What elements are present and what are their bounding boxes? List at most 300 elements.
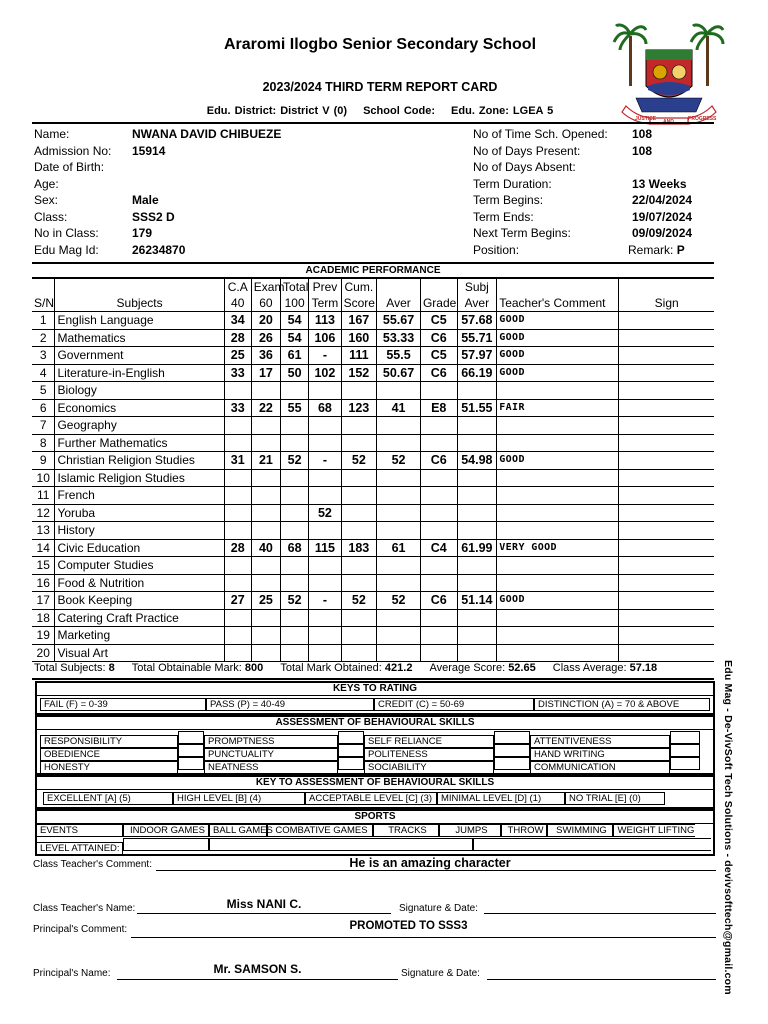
behaviour-rating-cell[interactable] [338,744,364,757]
behaviour-key [35,775,715,809]
subject-cell: Economics [55,399,224,417]
class-label: Class: [34,209,68,224]
total-cell: 54 [281,312,309,330]
present-label: No of Days Present: [473,143,581,158]
sports-event-events: EVENTS [37,824,123,837]
grade-cell: C6 [420,452,457,470]
key-minimal: MINIMAL LEVEL [D] (1) [437,792,565,805]
aver-cell: 41 [377,399,421,417]
behaviour-rating-cell[interactable] [670,731,700,744]
prev-cell [309,417,341,435]
edu-mag-label: Edu Mag Id: [34,242,99,257]
district: Edu. District: District V (0) [206,105,348,117]
behaviour-row [40,757,710,773]
sports [35,809,715,856]
table-row [32,539,714,557]
ca-cell [224,487,251,505]
cum-cell: 160 [341,329,377,347]
subject-cell: Yoruba [55,504,224,522]
subj-aver-cell [457,434,497,452]
prev-cell [309,644,341,662]
ca-cell [224,469,251,487]
exam-cell: 21 [251,452,280,470]
aver-cell: 53.33 [377,329,421,347]
prev-cell: 102 [309,364,341,382]
admission-no: 15914 [132,143,166,158]
exam-cell [251,382,280,400]
teacher-name: Miss NANI C. [226,897,302,911]
prev-cell: 68 [309,399,341,417]
keys-to-rating [35,681,715,715]
subj-aver-cell [457,557,497,575]
comment-cell [497,469,619,487]
remark-label: Remark: [628,242,674,257]
behaviour-skill-label: POLITENESS [364,748,494,761]
grade-cell: C5 [420,312,457,330]
table-row [32,487,714,505]
subject-cell: Marketing [55,627,224,645]
subj-aver-cell [457,487,497,505]
teacher-name-line [137,913,391,914]
edu-mag-id: 26234870 [132,242,186,257]
subj-aver-cell: 66.19 [457,364,497,382]
table-row [32,347,714,365]
principal-comment-label: Principal's Comment: [33,924,128,935]
begins-label: Term Begins: [473,193,544,207]
subject-cell: French [55,487,224,505]
remark: P [676,242,685,257]
exam-cell: 26 [251,329,280,347]
subj-aver-cell [457,627,497,645]
total-cell: 50 [281,364,309,382]
table-row [32,504,714,522]
total-cell [281,574,309,592]
palm-tree-right [691,25,723,86]
comment-cell [497,574,619,592]
grade-cell [420,487,457,505]
sign-cell[interactable] [619,434,714,452]
aver-cell [377,382,421,400]
behaviour-rating-cell[interactable] [338,731,364,744]
behaviour-skill-label: ATTENTIVENESS [530,735,670,748]
behaviour-rating-cell[interactable] [494,757,530,770]
cum-cell: 111 [341,347,377,365]
behaviour-rating-cell[interactable] [178,744,204,757]
sn-cell: 11 [32,487,55,505]
prev-cell: - [309,452,341,470]
exam-cell [251,609,280,627]
behaviour-row [40,731,710,747]
no-in-class: 179 [132,226,153,240]
sign-cell[interactable] [619,487,714,505]
grade-cell: C6 [420,364,457,382]
subject-cell: Geography [55,417,224,435]
subject-cell: Biology [55,382,224,400]
grade-cell [420,469,457,487]
obtainable-label: Total Obtainable Mark: [131,662,242,674]
crest-motto-left: JUSTICE [635,116,657,122]
ca-cell [224,627,251,645]
school-name: Araromi Ilogbo Senior Secondary School [223,36,537,53]
sign-cell[interactable] [619,347,714,365]
sn-cell: 6 [32,399,55,417]
comment-cell [497,382,619,400]
total-cell [281,382,309,400]
sn-cell: 8 [32,434,55,452]
side-credit-text: Edu Mag - De-VivSoft Tech Solutions - devivsofttech@gmail.com [722,660,734,995]
behaviour-skill-label: PUNCTUALITY [204,748,338,761]
grade-cell [420,417,457,435]
crest-motto-mid: AND [663,119,674,125]
sn-cell: 3 [32,347,55,365]
behaviour-rating-cell[interactable] [178,757,204,770]
behaviour-skill-label: SOCIABILITY [364,761,494,774]
grade-cell [420,382,457,400]
duration: 13 Weeks [632,176,687,191]
ca-cell: 25 [224,347,251,365]
aver-cell [377,469,421,487]
grade-cell: E8 [420,399,457,417]
sports-event-tracks: TRACKS [373,824,439,837]
subject-cell: Islamic Religion Studies [55,469,224,487]
sign-header: Sign [619,279,714,312]
exam-cell: 22 [251,399,280,417]
sign-cell[interactable] [619,592,714,610]
table-row [32,627,714,645]
total-cell: 52 [281,452,309,470]
prev-cell [309,382,341,400]
sn-cell: 9 [32,452,55,470]
subj-aver-cell [457,469,497,487]
academic-rows [32,312,714,662]
opened: 108 [632,127,653,141]
aver-cell: 52 [377,452,421,470]
behaviour-rating-cell[interactable] [670,744,700,757]
sign-cell[interactable] [619,364,714,382]
comment-cell [497,504,619,522]
prev-cell [309,574,341,592]
level-cell[interactable] [209,838,473,851]
cum-cell [341,574,377,592]
ca-cell [224,417,251,435]
table-row [32,399,714,417]
cum-cell: 152 [341,364,377,382]
sign-cell[interactable] [619,627,714,645]
student-name: NWANA DAVID CHIBUEZE [132,127,282,141]
behaviour-rating-cell[interactable] [494,731,530,744]
comment-cell [497,609,619,627]
age-label: Age: [34,176,59,191]
sign-cell[interactable] [619,452,714,470]
name-label: Name: [34,127,70,141]
comment-cell: GOOD [497,592,619,610]
comment-cell [497,557,619,575]
comment-cell [497,434,619,452]
principal-comment-line [131,937,716,938]
aver-cell [377,504,421,522]
prev-cell: - [309,347,341,365]
table-row [32,452,714,470]
cum-cell [341,469,377,487]
grade-cell: C4 [420,539,457,557]
aver-cell: 50.67 [377,364,421,382]
grade-cell: C6 [420,592,457,610]
academic-title: ACADEMIC PERFORMANCE [305,265,441,276]
sign-cell[interactable] [619,644,714,662]
prev-cell [309,557,341,575]
sn-cell: 14 [32,539,55,557]
table-row [32,364,714,382]
sign-cell[interactable] [619,557,714,575]
comment-cell: GOOD [497,312,619,330]
teacher-comment-label: Class Teacher's Comment: [33,859,152,870]
cum-cell [341,434,377,452]
exam-cell: 40 [251,539,280,557]
key-credit: CREDIT (C) = 50-69 [374,698,534,711]
aver-cell [377,609,421,627]
exam-cell [251,644,280,662]
sn-header: S/N [32,279,55,312]
sn-cell: 19 [32,627,55,645]
key-distinction: DISTINCTION (A) = 70 & ABOVE [534,698,710,711]
sign-cell[interactable] [619,312,714,330]
sign-cell[interactable] [619,417,714,435]
ends-label: Term Ends: [473,209,534,224]
sn-cell: 1 [32,312,55,330]
sn-cell: 12 [32,504,55,522]
cum-cell [341,504,377,522]
behaviour-skill-label: OBEDIENCE [40,748,178,761]
grade-cell [420,609,457,627]
ca-cell [224,557,251,575]
sports-event-jumps: JUMPS [439,824,501,837]
cum-cell [341,382,377,400]
next-term-label: Next Term Begins: [473,226,571,240]
class: SSS2 D [132,209,175,224]
key-high: HIGH LEVEL [B] (4) [173,792,305,805]
cum-cell [341,522,377,540]
behaviour-rating-cell[interactable] [338,757,364,770]
aver-cell [377,487,421,505]
ca-header: C.A 40 [224,279,251,312]
subjects-header: Subjects [55,279,224,312]
sports-event-indoor-games: INDOOR GAMES [123,824,209,837]
summary-line [34,662,724,674]
comment-cell: GOOD [497,452,619,470]
cum-cell [341,417,377,435]
sign-cell[interactable] [619,504,714,522]
behaviour-skill-label: SELF RELIANCE [364,735,494,748]
keys-title: KEYS TO RATING [37,683,713,696]
prev-cell: - [309,592,341,610]
grade-cell [420,434,457,452]
signature-line-2[interactable] [487,979,716,980]
school-code: School Code: [363,105,435,117]
subj-aver-cell: 55.71 [457,329,497,347]
ca-cell: 33 [224,399,251,417]
exam-cell [251,469,280,487]
sign-cell[interactable] [619,382,714,400]
subj-aver-cell [457,609,497,627]
behaviour-skill-label: RESPONSIBILITY [40,735,178,748]
grade-cell [420,522,457,540]
cum-cell: 52 [341,452,377,470]
sports-event-throw: THROW [501,824,547,837]
term-ends: 19/07/2024 [632,209,693,224]
subj-aver-cell [457,417,497,435]
dob-label: Date of Birth: [34,160,105,174]
table-header [32,279,714,312]
no-in-class-label: No in Class: [34,226,99,240]
class-average: 57.18 [629,662,658,674]
behavioural-skills [35,715,715,775]
behaviour-rating-cell[interactable] [178,731,204,744]
report-title: 2023/2024 THIRD TERM REPORT CARD [262,80,498,94]
sex: Male [132,193,159,207]
sn-cell: 15 [32,557,55,575]
aver-cell [377,417,421,435]
key-fail: FAIL (F) = 0-39 [40,698,206,711]
prev-cell [309,522,341,540]
table-row [32,592,714,610]
behaviour-key-title: KEY TO ASSESSMENT OF BEHAVIOURAL SKILLS [37,777,713,790]
prev-cell: 115 [309,539,341,557]
sn-cell: 18 [32,609,55,627]
sign-cell[interactable] [619,399,714,417]
exam-cell: 17 [251,364,280,382]
cum-cell: 123 [341,399,377,417]
total-cell [281,609,309,627]
cum-cell [341,609,377,627]
table-row [32,574,714,592]
principal-name: Mr. SAMSON S. [213,962,302,976]
teacher-comment: He is an amazing character [349,856,511,870]
subject-cell: History [55,522,224,540]
total-cell [281,504,309,522]
cum-cell: 167 [341,312,377,330]
total-cell [281,434,309,452]
opened-label: No of Time Sch. Opened: [473,127,608,141]
subject-cell: Catering Craft Practice [55,609,224,627]
obtained: 421.2 [384,662,413,674]
sign-cell[interactable] [619,609,714,627]
signature-line[interactable] [484,913,716,914]
exam-cell: 20 [251,312,280,330]
subj-aver-cell [457,504,497,522]
attendance-info [473,126,718,258]
crest-motto-right: PROGRESS [688,116,717,122]
grade-cell [420,504,457,522]
sports-event-weight-lifting: WEIGHT LIFTING [613,824,695,837]
aver-cell: 61 [377,539,421,557]
average-label: Average Score: [429,662,506,674]
teacher-comment-line [156,870,716,871]
table-row [32,609,714,627]
table-row [32,469,714,487]
sign-cell[interactable] [619,574,714,592]
exam-cell [251,522,280,540]
subj-aver-cell [457,574,497,592]
aver-cell [377,644,421,662]
behaviour-skill-label: PROMPTNESS [204,735,338,748]
principal-name-label: Principal's Name: [33,968,111,979]
cum-cell [341,487,377,505]
subj-aver-cell: 57.68 [457,312,497,330]
subject-cell: Visual Art [55,644,224,662]
key-acceptable: ACCEPTABLE LEVEL [C] (3) [305,792,437,805]
behaviour-rating-cell[interactable] [494,744,530,757]
exam-cell: 25 [251,592,280,610]
ca-cell [224,434,251,452]
term-begins: 22/04/2024 [632,193,693,207]
total-cell [281,469,309,487]
comment-cell: GOOD [497,364,619,382]
ca-cell: 28 [224,329,251,347]
sign-cell[interactable] [619,539,714,557]
prev-cell: 52 [309,504,341,522]
comment-cell [497,644,619,662]
subj-aver-header: Subj Aver [457,279,497,312]
total-cell [281,644,309,662]
cum-header: Cum. Score [341,279,377,312]
subj-aver-cell: 51.14 [457,592,497,610]
subject-cell: Civic Education [55,539,224,557]
grade-cell [420,557,457,575]
total-cell: 55 [281,399,309,417]
side-credit [718,660,736,995]
sex-label: Sex: [34,193,59,207]
sn-cell: 16 [32,574,55,592]
prev-cell [309,487,341,505]
table-row [32,557,714,575]
total-cell [281,417,309,435]
level-cell[interactable] [473,838,711,851]
sports-event-ball-games: BALL GAMES [209,824,267,837]
comment-cell [497,417,619,435]
prev-cell: 113 [309,312,341,330]
sign-cell[interactable] [619,329,714,347]
prev-cell [309,434,341,452]
subject-cell: Computer Studies [55,557,224,575]
present: 108 [632,143,653,158]
ca-cell: 33 [224,364,251,382]
obtainable: 800 [244,662,264,674]
table-row [32,329,714,347]
behaviour-grid [37,730,713,773]
comment-cell [497,522,619,540]
absent-label: No of Days Absent: [473,160,576,174]
level-cell[interactable] [123,838,209,851]
sign-cell[interactable] [619,522,714,540]
aver-cell [377,434,421,452]
sn-cell: 4 [32,364,55,382]
subject-cell: Literature-in-English [55,364,224,382]
ca-cell [224,382,251,400]
ca-cell: 34 [224,312,251,330]
exam-cell [251,504,280,522]
sign-cell[interactable] [619,469,714,487]
total-cell [281,522,309,540]
comment-cell [497,487,619,505]
behaviour-rating-cell[interactable] [670,757,700,770]
subject-cell: Government [55,347,224,365]
subject-cell: English Language [55,312,224,330]
total-cell [281,557,309,575]
aver-cell: 52 [377,592,421,610]
aver-header: Aver [377,279,421,312]
total-cell [281,627,309,645]
level-attained-row [37,838,713,852]
